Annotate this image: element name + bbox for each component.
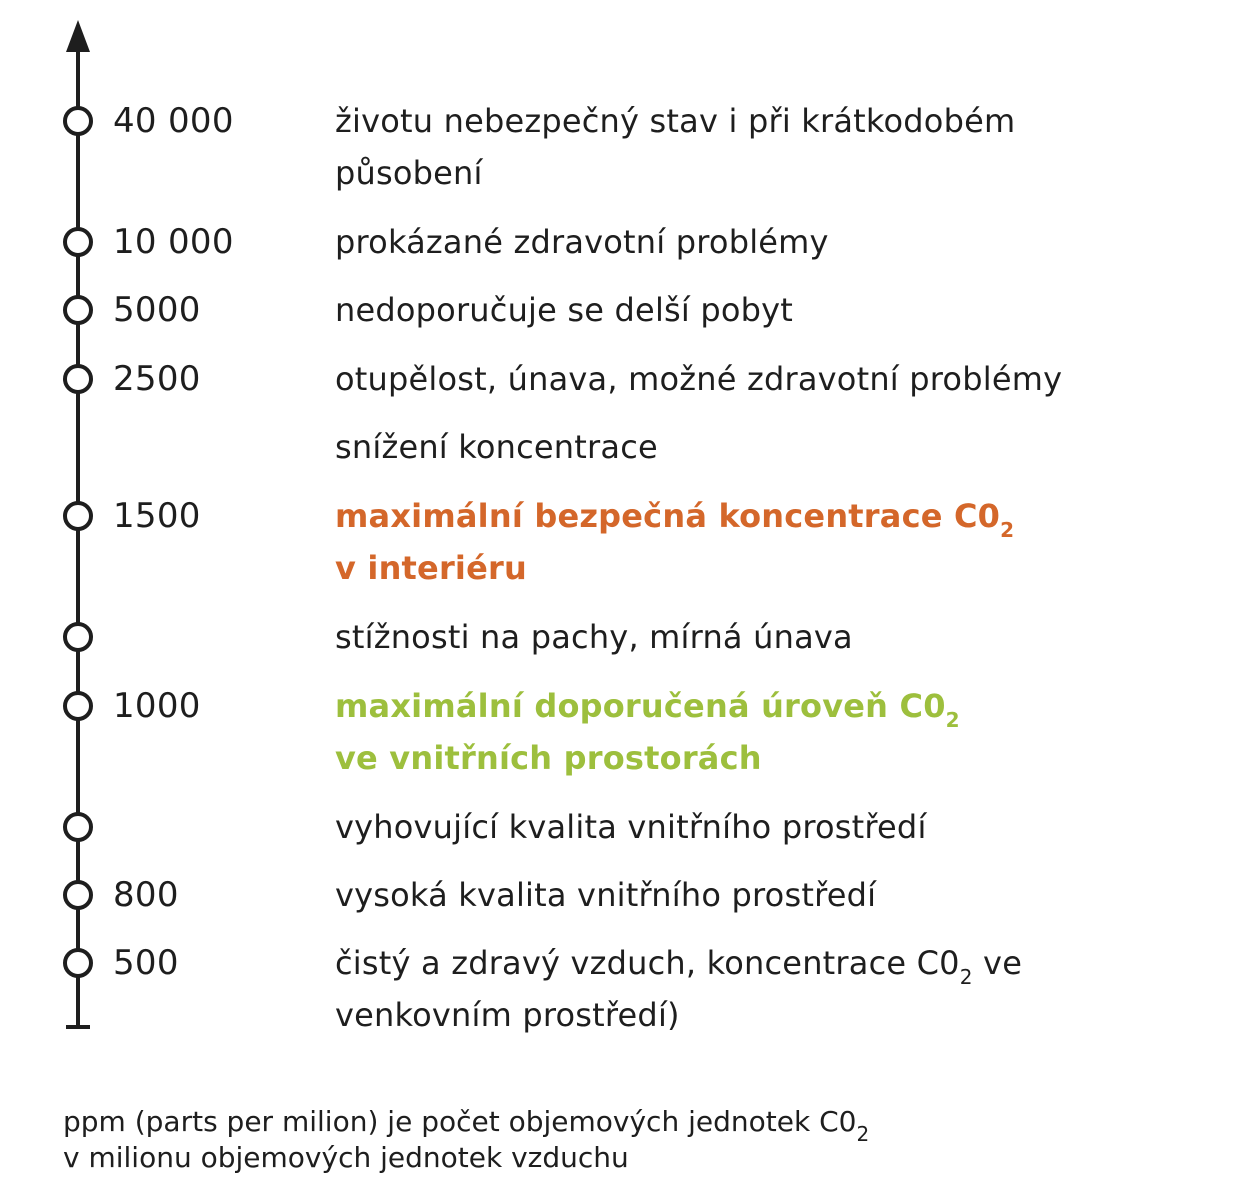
footnote-line-2: v milionu objemových jednotek vzduchu	[63, 1141, 629, 1174]
level-value: 1500	[113, 496, 201, 536]
description-text-after: ve	[972, 944, 1023, 982]
level-value: 5000	[113, 290, 201, 330]
axis-marker-circle	[65, 950, 91, 976]
description-line-2: v interiéru	[335, 549, 527, 587]
co2-subscript: 2	[1000, 518, 1015, 542]
description-line-1: snížení koncentrace	[335, 428, 658, 466]
level-description	[335, 427, 1235, 467]
co2-subscript: 2	[945, 708, 960, 732]
level-description	[335, 359, 1235, 399]
description-line-1: vysoká kvalita vnitřního prostředí	[335, 876, 877, 914]
axis-marker-circle	[65, 503, 91, 529]
level-value: 10 000	[113, 222, 234, 262]
description-text: čistý a zdravý vzduch, koncentrace C0	[335, 944, 960, 982]
axis-marker-circle	[65, 108, 91, 134]
level-value: 800	[113, 875, 179, 915]
description-line-2: venkovním prostředí)	[335, 996, 680, 1034]
description-line-1	[335, 687, 960, 732]
axis-marker-circle	[65, 297, 91, 323]
level-value: 2500	[113, 359, 201, 399]
axis-marker-circle	[65, 882, 91, 908]
axis-marker-circle	[65, 624, 91, 650]
description-line-1: nedoporučuje se delší pobyt	[335, 291, 794, 329]
axis-marker-circle	[65, 229, 91, 255]
description-line-1	[335, 944, 1023, 989]
axis-marker-circle	[65, 366, 91, 392]
level-description	[335, 807, 1235, 847]
level-description	[335, 101, 1235, 193]
level-description-good	[335, 686, 1235, 778]
level-description-alert	[335, 496, 1235, 588]
description-line-2: působení	[335, 154, 483, 192]
axis-marker-circle	[65, 693, 91, 719]
footnote	[63, 1104, 1163, 1176]
co2-subscript: 2	[856, 1122, 870, 1146]
level-description	[335, 290, 1235, 330]
level-description	[335, 875, 1235, 915]
level-description	[335, 943, 1235, 1035]
description-text: maximální bezpečná koncentrace C0	[335, 497, 1001, 535]
axis-marker-circle	[65, 814, 91, 840]
footnote-line-1	[63, 1104, 1163, 1146]
description-line-1: prokázané zdravotní problémy	[335, 223, 829, 261]
description-line-1: životu nebezpečný stav i při krátkodobém	[335, 102, 1016, 140]
co2-subscript: 2	[959, 965, 973, 989]
footnote-text: ppm (parts per milion) je počet objemových jednotek C0	[63, 1105, 857, 1138]
level-value: 40 000	[113, 101, 234, 141]
description-text: maximální doporučená úroveň C0	[335, 687, 946, 725]
description-line-1: vyhovující kvalita vnitřního prostředí	[335, 808, 927, 846]
level-description	[335, 617, 1235, 657]
level-description	[335, 222, 1235, 262]
level-value: 1000	[113, 686, 201, 726]
description-line-1	[335, 497, 1015, 542]
description-line-1: stížnosti na pachy, mírná únava	[335, 618, 853, 656]
description-line-2: ve vnitřních prostorách	[335, 739, 762, 777]
description-line-1: otupělost, únava, možné zdravotní problémy	[335, 360, 1063, 398]
axis-arrow-icon	[66, 20, 90, 52]
level-value: 500	[113, 943, 179, 983]
